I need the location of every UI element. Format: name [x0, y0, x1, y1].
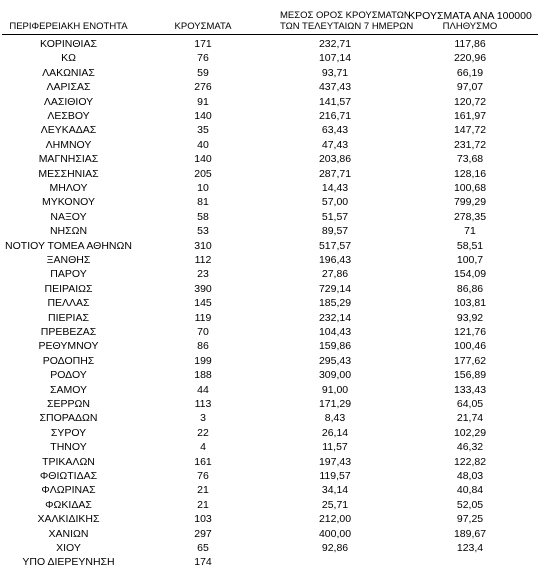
region-cell: ΥΠΟ ΔΙΕΡΕΥΝΗΣΗ [22, 556, 115, 569]
cases-cell: 35 [197, 124, 209, 137]
region-cell: ΚΩ [61, 52, 76, 65]
region-cell: ΠΕΛΛΑΣ [47, 297, 90, 310]
cases-cell: 70 [197, 326, 209, 338]
table-row [0, 354, 540, 368]
cases-cell: 81 [197, 196, 209, 209]
avg7-cell: 11,57 [322, 441, 348, 454]
table-row [0, 455, 540, 469]
table-row [0, 383, 540, 397]
avg7-cell: 197,43 [318, 455, 352, 468]
per100k-cell: 52,05 [456, 498, 484, 511]
region-cell: ΣΠΟΡΑΔΩΝ [39, 412, 98, 425]
region-cell: ΛΑΡΙΣΑΣ [46, 81, 91, 94]
region-cell: ΡΟΔΟΥ [50, 369, 87, 382]
cases-cell: 21 [197, 484, 209, 497]
cases-cell: 188 [194, 369, 212, 382]
table-row [0, 210, 540, 224]
per100k-cell: 123,4 [456, 542, 484, 554]
table-row [0, 483, 540, 497]
table-row [0, 469, 540, 483]
table-row [0, 66, 540, 80]
cases-cell: 276 [194, 81, 212, 94]
region-cell: ΧΑΝΙΩΝ [48, 527, 89, 540]
region-cell: ΡΟΔΟΠΗΣ [42, 354, 95, 367]
per100k-cell: 133,43 [453, 383, 487, 396]
table-row [0, 123, 540, 137]
cases-cell: 86 [197, 340, 209, 353]
table-row [0, 239, 540, 253]
cases-cell: 40 [197, 138, 209, 151]
cases-cell: 23 [197, 268, 209, 281]
region-cell: ΧΙΟΥ [56, 542, 81, 554]
cases-cell: 161 [194, 455, 212, 468]
cases-cell: 44 [197, 383, 209, 396]
avg7-cell: 57,00 [321, 196, 349, 209]
per100k-cell: 122,82 [453, 455, 487, 468]
region-cell: ΣΑΜΟΥ [49, 383, 88, 396]
per100k-cell: 73,68 [456, 153, 484, 166]
cases-cell: 140 [194, 110, 212, 122]
header-avg7-line2: ΤΩΝ ΤΕΛΕΥΤΑΙΩΝ 7 ΗΜΕΡΩΝ [280, 21, 414, 32]
table-row [0, 253, 540, 267]
table-row [0, 181, 540, 195]
per100k-cell: 66,19 [456, 66, 484, 79]
cases-cell: 112 [194, 254, 212, 266]
avg7-cell: 91,00 [321, 383, 349, 396]
cases-cell: 76 [197, 470, 209, 482]
table-row [0, 541, 540, 555]
cases-cell: 3 [200, 412, 206, 425]
region-cell: ΤΗΝΟΥ [50, 441, 87, 454]
header-per100k-line1: ΚΡΟΥΣΜΑΤΑ ΑΝΑ 100000 [408, 10, 532, 22]
cases-cell: 76 [197, 52, 209, 65]
avg7-cell: 159,86 [318, 340, 352, 353]
per100k-cell: 121,76 [453, 326, 487, 338]
avg7-cell: 92,86 [321, 542, 349, 554]
cases-cell: 140 [194, 153, 212, 166]
cases-cell: 91 [197, 95, 209, 108]
table-row [0, 512, 540, 526]
region-cell: ΠΡΕΒΕΖΑΣ [40, 326, 97, 338]
avg7-cell: 51,57 [321, 210, 349, 223]
avg7-cell: 212,00 [318, 513, 352, 526]
per100k-cell: 100,46 [453, 340, 487, 353]
avg7-cell: 185,29 [318, 297, 352, 310]
cases-cell: 113 [194, 398, 212, 410]
region-cell: ΦΩΚΙΔΑΣ [45, 498, 92, 511]
avg7-cell: 119,57 [319, 470, 351, 482]
per100k-cell: 128,16 [453, 167, 487, 180]
avg7-cell: 8,43 [324, 412, 346, 425]
header-avg7-line1: ΜΕΣΟΣ ΟΡΟΣ ΚΡΟΥΣΜΑΤΩΝ [280, 10, 411, 21]
table-row [0, 296, 540, 310]
avg7-cell: 107,14 [318, 52, 352, 65]
table-row [0, 527, 540, 541]
region-cell: ΡΕΘΥΜΝΟΥ [38, 340, 99, 353]
table-row [0, 325, 540, 339]
cases-cell: 10 [197, 182, 209, 194]
header-per100k-line2: ΠΛΗΘΥΣΜΟ [442, 21, 498, 32]
cases-cell: 297 [194, 527, 212, 540]
per100k-cell: 100,7 [456, 254, 484, 266]
cases-cell: 65 [197, 542, 209, 554]
per100k-cell: 102,29 [453, 426, 487, 439]
table-row [0, 167, 540, 181]
avg7-cell: 295,43 [318, 354, 352, 367]
per100k-cell: 103,81 [453, 297, 487, 310]
table-row [0, 368, 540, 382]
avg7-cell: 171,29 [318, 398, 352, 410]
region-cell: ΦΛΩΡΙΝΑΣ [41, 484, 96, 497]
per100k-cell: 48,03 [456, 470, 484, 482]
avg7-cell: 89,57 [321, 225, 349, 238]
region-cell: ΛΕΥΚΑΔΑΣ [40, 124, 97, 137]
cases-cell: 199 [194, 354, 212, 367]
avg7-cell: 25,71 [321, 498, 349, 511]
avg7-cell: 437,43 [318, 81, 352, 94]
per100k-cell: 177,62 [453, 354, 487, 367]
table-row [0, 311, 540, 325]
region-cell: ΜΑΓΝΗΣΙΑΣ [38, 153, 99, 166]
region-cell: ΣΕΡΡΩΝ [47, 398, 90, 410]
per100k-cell: 58,51 [456, 239, 484, 252]
per100k-cell: 189,67 [453, 527, 487, 540]
per100k-cell: 93,92 [456, 311, 484, 324]
cases-cell: 174 [194, 556, 212, 569]
region-cell: ΞΑΝΘΗΣ [46, 254, 91, 266]
region-cell: ΠΙΕΡΙΑΣ [48, 311, 89, 324]
avg7-cell: 27,86 [321, 268, 349, 281]
cases-cell: 21 [197, 498, 209, 511]
avg7-cell: 729,14 [318, 282, 352, 295]
region-cell: ΛΑΚΩΝΙΑΣ [42, 66, 95, 79]
avg7-cell: 93,71 [321, 66, 349, 79]
region-cell: ΦΘΙΩΤΙΔΑΣ [39, 470, 98, 482]
per100k-cell: 799,29 [453, 196, 487, 209]
header-cases: ΚΡΟΥΣΜΑΤΑ [174, 21, 232, 32]
region-cell: ΠΑΡΟΥ [50, 268, 87, 281]
region-cell: ΛΗΜΝΟΥ [45, 138, 92, 151]
region-cell: ΝΗΣΩΝ [49, 225, 88, 238]
table-row [0, 397, 540, 411]
table-row [0, 426, 540, 440]
per100k-cell: 161,97 [453, 110, 487, 122]
avg7-cell: 196,43 [318, 254, 352, 266]
avg7-cell: 34,14 [321, 484, 349, 497]
region-cell: ΝΑΞΟΥ [50, 210, 87, 223]
per100k-cell: 86,86 [456, 282, 484, 295]
cases-cell: 53 [197, 225, 209, 238]
cases-cell: 145 [194, 297, 212, 310]
cases-cell: 171 [194, 38, 212, 50]
region-cell: ΚΟΡΙΝΘΙΑΣ [40, 38, 97, 50]
per100k-cell: 220,96 [453, 52, 487, 65]
region-cell: ΤΡΙΚΑΛΩΝ [42, 455, 95, 468]
avg7-cell: 26,14 [321, 426, 349, 439]
per100k-cell: 21,74 [456, 412, 484, 425]
table-row [0, 224, 540, 238]
per100k-cell: 100,68 [453, 182, 487, 194]
table-row [0, 267, 540, 281]
avg7-cell: 287,71 [318, 167, 352, 180]
table-row [0, 37, 540, 51]
avg7-cell: 232,14 [318, 311, 352, 324]
avg7-cell: 104,43 [318, 326, 352, 338]
region-cell: ΧΑΛΚΙΔΙΚΗΣ [37, 513, 100, 526]
region-cell: ΛΕΣΒΟΥ [47, 110, 90, 122]
cases-cell: 119 [194, 311, 212, 324]
per100k-cell: 97,07 [456, 81, 484, 94]
avg7-cell: 14,43 [321, 182, 349, 194]
region-cell: ΝΟΤΙΟΥ ΤΟΜΕΑ ΑΘΗΝΩΝ [5, 239, 132, 252]
region-cell: ΠΕΙΡΑΙΩΣ [44, 282, 93, 295]
region-cell: ΣΥΡΟΥ [50, 426, 87, 439]
table-row [0, 498, 540, 512]
table-row [0, 95, 540, 109]
per100k-cell: 278,35 [453, 210, 487, 223]
cases-cell: 103 [194, 513, 212, 526]
region-cell: ΜΗΛΟΥ [49, 182, 88, 194]
avg7-cell: 309,00 [318, 369, 352, 382]
avg7-cell: 47,43 [321, 138, 349, 151]
per100k-cell: 154,09 [453, 268, 487, 281]
table-row [0, 339, 540, 353]
header-region: ΠΕΡΙΦΕΡΕΙΑΚΗ ΕΝΟΤΗΤΑ [9, 21, 128, 32]
table-row [0, 80, 540, 94]
table-row [0, 555, 540, 569]
table-row [0, 152, 540, 166]
cases-cell: 22 [197, 426, 209, 439]
avg7-cell: 63,43 [321, 124, 349, 137]
table-row [0, 440, 540, 454]
per100k-cell: 117,86 [454, 38, 486, 50]
header-divider [2, 34, 538, 35]
per100k-cell: 156,89 [453, 369, 487, 382]
per100k-cell: 147,72 [453, 124, 487, 137]
avg7-cell: 203,86 [318, 153, 352, 166]
avg7-cell: 216,71 [318, 110, 352, 122]
region-cell: ΜΥΚΟΝΟΥ [41, 196, 95, 209]
table-row [0, 195, 540, 209]
cases-cell: 310 [194, 239, 212, 252]
avg7-cell: 232,71 [318, 38, 352, 50]
avg7-cell: 400,00 [318, 527, 352, 540]
per100k-cell: 97,25 [456, 513, 484, 526]
per100k-cell: 40,84 [456, 484, 484, 497]
cases-cell: 58 [197, 210, 209, 223]
avg7-cell: 141,57 [318, 95, 352, 108]
avg7-cell: 517,57 [318, 239, 352, 252]
table-row [0, 138, 540, 152]
table-row [0, 411, 540, 425]
region-cell: ΛΑΣΙΘΙΟΥ [43, 95, 94, 108]
per100k-cell: 46,32 [456, 441, 484, 454]
cases-cell: 59 [197, 66, 209, 79]
table-row [0, 109, 540, 123]
cases-cell: 390 [194, 282, 212, 295]
per100k-cell: 120,72 [453, 95, 487, 108]
per100k-cell: 71 [464, 225, 476, 238]
per100k-cell: 231,72 [453, 138, 487, 151]
cases-cell: 205 [194, 167, 212, 180]
region-cell: ΜΕΣΣΗΝΙΑΣ [38, 167, 99, 180]
table-row [0, 282, 540, 296]
cases-cell: 4 [200, 441, 206, 454]
table-row [0, 51, 540, 65]
per100k-cell: 64,05 [456, 398, 484, 410]
